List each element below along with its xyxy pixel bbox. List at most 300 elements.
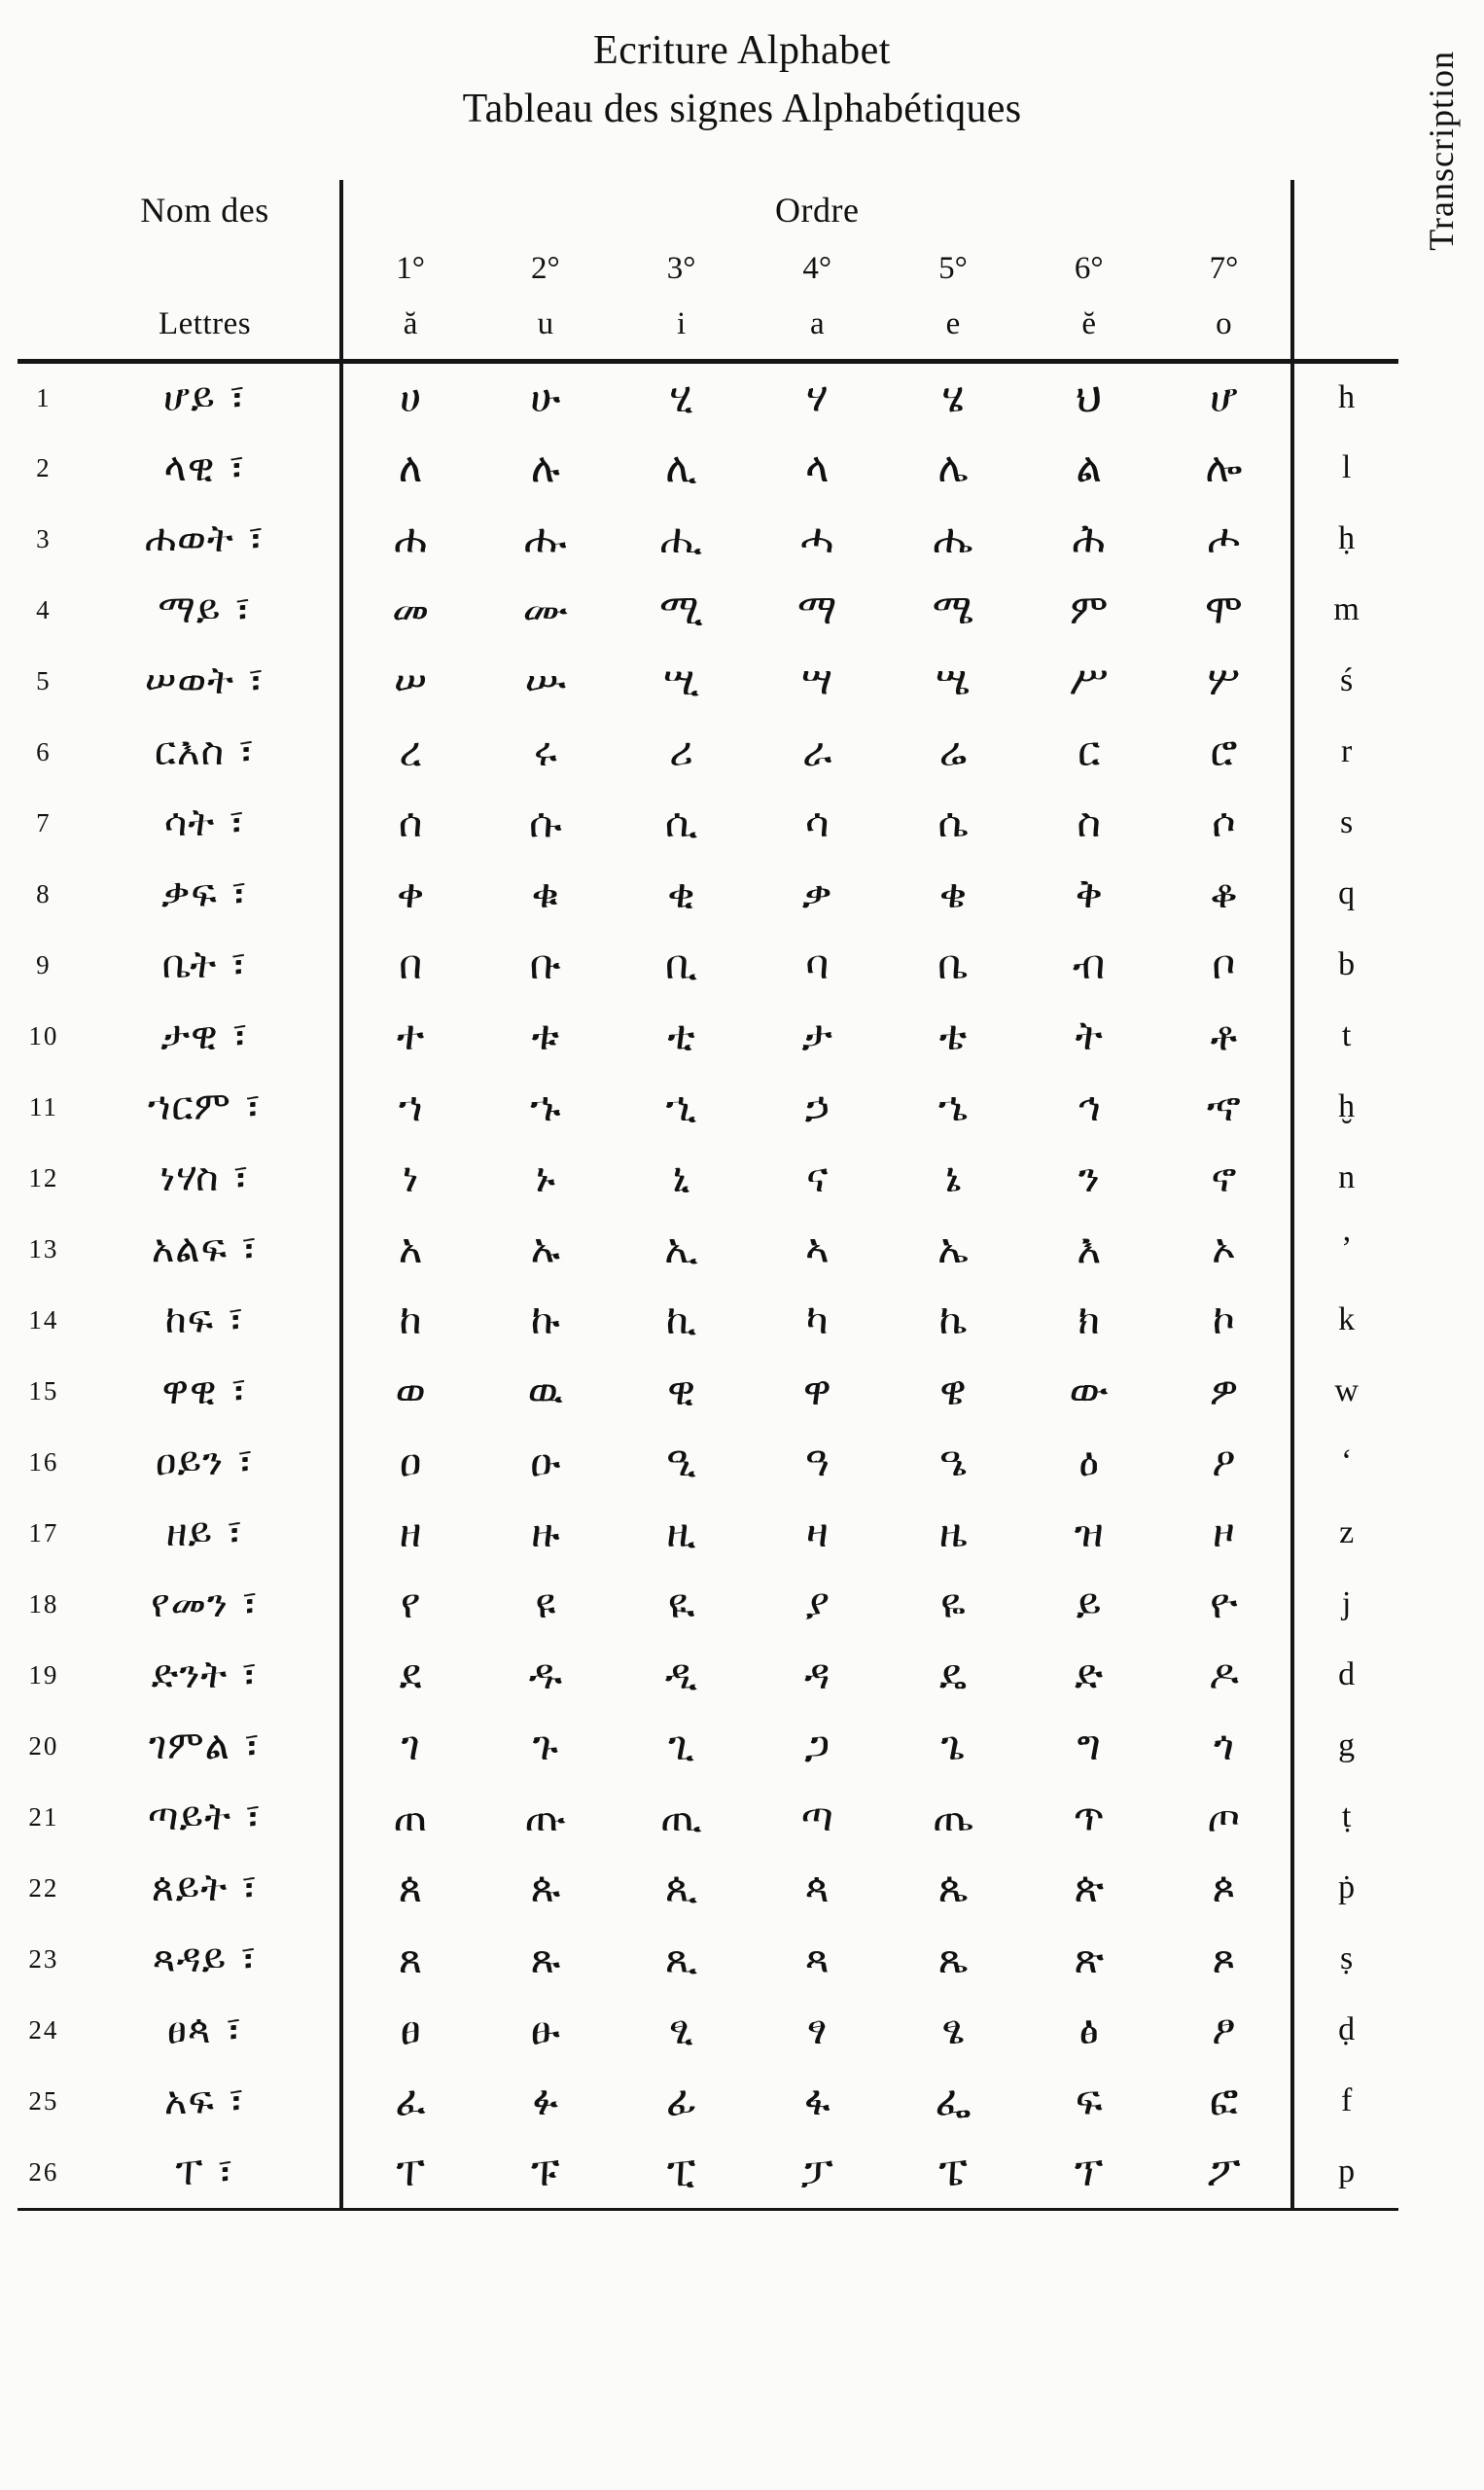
letter-form-3: ቢ: [665, 941, 698, 988]
letter-name: ፀጳ ፣: [166, 2008, 243, 2052]
letter-form-4: ሳ: [804, 799, 830, 846]
letter-form-3: ሚ: [659, 586, 703, 633]
letter-form-6: ው: [1069, 1367, 1109, 1414]
letter-form-2: ቁ: [531, 870, 560, 917]
table-row: [18, 1640, 1398, 1711]
letter-form-7: ሞ: [1157, 575, 1293, 646]
transcription-value: g: [1338, 1727, 1356, 1763]
letter-form-4: ፓ: [800, 2148, 833, 2195]
letter-name: ኀርም ፣: [148, 1085, 263, 1129]
letter-name: ሆይ ፣: [163, 375, 247, 421]
letter-form-5: ጴ: [937, 1864, 969, 1911]
letter-form-1: ደ: [341, 1640, 477, 1711]
letter-name: ሠወት ፣: [144, 658, 265, 703]
letter-form-7: ዎ: [1157, 1356, 1293, 1427]
letter-form-6: ን: [1078, 1154, 1100, 1201]
header-spacer: [18, 180, 70, 240]
letter-form-7: ዶ: [1157, 1640, 1293, 1711]
letter-form-5: ቄ: [938, 870, 968, 917]
transcription-value: ṣ: [1340, 1940, 1354, 1976]
header-transcription-spacer: [1292, 180, 1398, 240]
letter-form-4: ጻ: [804, 1935, 830, 1982]
row-number: 10: [28, 1020, 59, 1050]
letter-form-5: ኔ: [944, 1154, 962, 1201]
letter-form-7: ፆ: [1157, 1995, 1293, 2066]
letter-form-6: ር: [1078, 728, 1101, 775]
letter-form-5: ሔ: [933, 515, 973, 562]
letter-form-6: ይ: [1076, 1580, 1102, 1627]
letter-form-2: ኑ: [535, 1154, 556, 1201]
letter-form-1: ሠ: [341, 646, 477, 717]
letter-form-4: ና: [806, 1154, 829, 1201]
letter-name: ሐወት ፣: [145, 516, 265, 561]
transcription-value: l: [1341, 449, 1352, 485]
letter-form-1: ሀ: [341, 362, 477, 433]
letter-name: ዘይ ፣: [165, 1511, 244, 1555]
letter-form-6: ሕ: [1072, 515, 1106, 562]
table-row: [18, 1356, 1398, 1427]
letter-form-7: ሮ: [1157, 717, 1293, 788]
letter-form-3: ሒ: [659, 515, 703, 562]
header-nom-line2: Lettres: [158, 305, 252, 341]
table-row: [18, 1711, 1398, 1782]
letter-form-5: ኤ: [937, 1225, 969, 1272]
table-row: [18, 2066, 1398, 2137]
letter-form-7: ዖ: [1157, 1427, 1293, 1498]
letter-form-3: ሢ: [663, 657, 700, 704]
letter-form-4: ቃ: [801, 870, 832, 917]
letter-form-2: ፉ: [532, 2077, 559, 2124]
transcription-value: ṗ: [1338, 1869, 1356, 1905]
table-row: [18, 1001, 1398, 1072]
row-number: 7: [36, 807, 52, 837]
order-vowel-2: u: [537, 305, 554, 341]
letter-form-6: እ: [1077, 1225, 1102, 1272]
row-number: 22: [28, 1872, 59, 1903]
letter-form-6: ዕ: [1078, 1438, 1100, 1485]
transcription-value: t: [1341, 1017, 1352, 1053]
letter-form-2: ኁ: [530, 1083, 561, 1130]
letter-form-1: ነ: [341, 1143, 477, 1214]
letter-form-4: ሓ: [800, 515, 834, 562]
letter-form-3: ጺ: [664, 1935, 698, 1982]
letter-form-2: ዉ: [527, 1367, 564, 1414]
table-row: [18, 575, 1398, 646]
row-number: 3: [36, 523, 52, 553]
transcription-value: ṭ: [1341, 1798, 1352, 1834]
row-number: 2: [36, 452, 52, 482]
letter-form-1: በ: [341, 930, 477, 1001]
letter-form-7: ኮ: [1157, 1285, 1293, 1356]
transcription-value: ś: [1340, 662, 1354, 698]
letter-form-6: ብ: [1073, 941, 1106, 988]
row-number: 13: [28, 1233, 59, 1263]
letter-form-7: ቦ: [1157, 930, 1293, 1001]
table-row: [18, 859, 1398, 930]
letter-form-2: ኩ: [530, 1296, 560, 1343]
letter-form-5: ሜ: [932, 586, 974, 633]
row-number: 17: [28, 1517, 59, 1547]
row-number: 14: [28, 1304, 59, 1334]
letter-form-1: ዐ: [341, 1427, 477, 1498]
transcription-value: f: [1340, 2082, 1353, 2118]
row-number: 15: [28, 1375, 59, 1405]
letter-name: ሳት ፣: [163, 800, 246, 845]
letter-name: አፍ ፣: [164, 2079, 246, 2123]
letter-form-1: ኀ: [341, 1072, 477, 1143]
transcription-value: b: [1338, 946, 1356, 982]
letter-form-2: ቱ: [531, 1012, 559, 1059]
letter-form-1: ፈ: [341, 2066, 477, 2137]
letter-form-4: ላ: [805, 444, 830, 491]
letter-name: ዐይን ፣: [155, 1440, 255, 1484]
letter-form-6: ት: [1075, 1012, 1103, 1059]
letter-form-7: ፖ: [1157, 2137, 1293, 2208]
table-row: [18, 362, 1398, 433]
row-number: 18: [28, 1588, 59, 1618]
letter-form-6: ግ: [1077, 1722, 1101, 1769]
row-number: 25: [28, 2085, 59, 2116]
letter-name: ማይ ፣: [158, 587, 252, 632]
letter-form-5: ፌ: [935, 2077, 972, 2124]
letter-form-6: ፍ: [1075, 2077, 1103, 2124]
letter-form-7: ቆ: [1157, 859, 1293, 930]
letter-form-1: ቀ: [341, 859, 477, 930]
row-number: 6: [36, 736, 52, 766]
transcription-value: z: [1339, 1514, 1355, 1550]
letter-form-6: ጵ: [1074, 1864, 1105, 1911]
letter-form-6: ክ: [1078, 1296, 1101, 1343]
letter-form-1: አ: [341, 1214, 477, 1285]
alphabet-table-wrap: [0, 180, 1484, 2211]
letter-form-3: ዪ: [667, 1580, 695, 1627]
letter-form-2: ሩ: [533, 728, 557, 775]
letter-form-7: ቶ: [1157, 1001, 1293, 1072]
letter-form-5: ሄ: [941, 374, 965, 422]
letter-form-2: ቡ: [529, 941, 562, 988]
letter-form-7: ሦ: [1157, 646, 1293, 717]
letter-form-7: ኖ: [1157, 1143, 1293, 1214]
letter-form-5: ዜ: [938, 1509, 968, 1556]
order-vowel-5: e: [945, 305, 961, 341]
letter-form-5: ዬ: [940, 1580, 966, 1627]
letter-form-2: ዙ: [531, 1509, 560, 1556]
letter-form-1: ወ: [341, 1356, 477, 1427]
table-row: [18, 717, 1398, 788]
row-number: 4: [36, 594, 52, 624]
order-vowel-3: i: [676, 305, 687, 341]
order-vowel-4: a: [809, 305, 825, 341]
letter-form-7: ጦ: [1157, 1782, 1293, 1853]
letter-form-1: ዘ: [341, 1498, 477, 1569]
letter-form-3: ሂ: [669, 374, 693, 422]
transcription-value: r: [1340, 733, 1353, 769]
letter-form-2: ሱ: [528, 799, 562, 846]
letter-form-2: ጡ: [524, 1793, 566, 1840]
transcription-value: k: [1338, 1301, 1356, 1337]
letter-form-2: ዱ: [528, 1651, 562, 1698]
order-number-6: 6°: [1074, 250, 1104, 286]
row-number: 16: [28, 1446, 59, 1476]
header-spacer-4: [1292, 240, 1398, 297]
title-block: [0, 0, 1484, 135]
letter-form-1: ጰ: [341, 1853, 477, 1924]
letter-name: ድንት ፣: [151, 1653, 259, 1697]
table-body: [18, 362, 1398, 2208]
letter-form-4: ጋ: [804, 1722, 830, 1769]
letter-form-6: ድ: [1075, 1651, 1104, 1698]
letter-form-7: ሖ: [1157, 504, 1293, 575]
letter-form-4: ያ: [804, 1580, 830, 1627]
letter-form-4: ዓ: [804, 1438, 830, 1485]
table-row: [18, 433, 1398, 504]
letter-name: ገምል ፣: [148, 1724, 262, 1768]
letter-form-3: ቂ: [667, 870, 695, 917]
header-spacer-2: [18, 240, 70, 297]
letter-name: አልፍ ፣: [151, 1227, 259, 1271]
letter-form-3: ፊ: [665, 2077, 697, 2124]
letter-form-1: ለ: [341, 433, 477, 504]
letter-form-4: ታ: [801, 1012, 832, 1059]
letter-name: ርእስ ፣: [154, 729, 256, 774]
row-number: 19: [28, 1659, 59, 1690]
table-row: [18, 1995, 1398, 2066]
table-row: [18, 1072, 1398, 1143]
letter-form-5: ፄ: [941, 2006, 965, 2053]
header-row-top: [18, 180, 1398, 240]
letter-form-7: ፎ: [1157, 2066, 1293, 2137]
table-row: [18, 504, 1398, 575]
transcription-value: s: [1340, 804, 1354, 840]
letter-form-3: ኂ: [665, 1083, 697, 1130]
transcription-value: ḫ: [1338, 1088, 1356, 1124]
order-number-2: 2°: [530, 250, 560, 286]
letter-form-3: ኪ: [665, 1296, 697, 1343]
order-number-1: 1°: [341, 240, 477, 297]
letter-form-2: ጉ: [532, 1722, 558, 1769]
letter-form-3: ጢ: [660, 1793, 702, 1840]
row-number: 5: [36, 665, 52, 695]
letter-form-1: መ: [341, 575, 477, 646]
letter-form-3: ሲ: [664, 799, 698, 846]
header-row-order-numbers: [18, 240, 1398, 297]
letter-name: ታዊ ፣: [160, 1014, 249, 1058]
letter-form-2: ሑ: [524, 515, 567, 562]
letter-form-5: ጼ: [937, 1935, 969, 1982]
letter-form-7: ኆ: [1157, 1072, 1293, 1143]
letter-form-5: ዴ: [938, 1651, 968, 1698]
order-number-4: 4°: [802, 250, 832, 286]
letter-form-1: ፐ: [341, 2137, 477, 2208]
letter-form-5: ሤ: [936, 657, 971, 704]
transcription-value: ‘: [1340, 1443, 1353, 1479]
letter-name: የመን ፣: [151, 1582, 259, 1626]
row-number: 11: [28, 1091, 58, 1121]
letter-form-1: ጸ: [341, 1924, 477, 1995]
letter-form-4: ካ: [805, 1296, 829, 1343]
table-row: [18, 1853, 1398, 1924]
letter-name: ነሃስ ፣: [159, 1156, 250, 1200]
row-number: 21: [28, 1801, 59, 1832]
letter-form-5: ዌ: [939, 1367, 967, 1414]
bottom-rule-cell: [18, 2208, 1398, 2210]
letter-form-1: ጠ: [341, 1782, 477, 1853]
header-nom-line1: Nom des: [140, 191, 269, 230]
letter-form-4: ፃ: [807, 2006, 828, 2053]
order-number-5: 5°: [938, 250, 968, 286]
letter-form-3: ፒ: [666, 2148, 696, 2195]
letter-form-7: ሎ: [1157, 433, 1293, 504]
letter-form-4: ኣ: [804, 1225, 830, 1272]
letter-form-6: ጽ: [1074, 1935, 1105, 1982]
letter-form-4: ባ: [805, 941, 830, 988]
table-row: [18, 1569, 1398, 1640]
letter-name: ላዊ ፣: [163, 445, 246, 490]
letter-form-7: ጎ: [1157, 1711, 1293, 1782]
transcription-value: ḍ: [1338, 2011, 1356, 2047]
letter-form-2: ፁ: [530, 2006, 560, 2053]
page-subtitle: Tableau des signes Alphabétiques: [462, 87, 1022, 132]
order-number-3: 3°: [666, 250, 696, 286]
letter-name: ፐ ፣: [175, 2150, 234, 2194]
letter-form-4: ኃ: [804, 1083, 830, 1130]
letter-form-2: ሁ: [530, 374, 561, 422]
order-vowel-6: ĕ: [1081, 305, 1097, 341]
letter-form-5: ጌ: [940, 1722, 966, 1769]
table-row: [18, 930, 1398, 1001]
letter-form-3: ዲ: [664, 1651, 698, 1698]
letter-form-4: ጳ: [804, 1864, 830, 1911]
letter-form-3: ዚ: [666, 1509, 696, 1556]
transcription-value: ḥ: [1338, 520, 1356, 556]
header-spacer-6: [1292, 297, 1398, 359]
letter-name: ጻዳይ ፣: [152, 1937, 258, 1981]
table-head: [18, 180, 1398, 362]
row-number: 1: [36, 382, 52, 412]
letter-form-6: ም: [1070, 586, 1109, 633]
letter-form-7: ጶ: [1157, 1853, 1293, 1924]
letter-form-2: ዩ: [535, 1580, 556, 1627]
letter-form-5: ፔ: [938, 2148, 968, 2195]
table-row: [18, 1498, 1398, 1569]
row-number: 23: [28, 1943, 59, 1974]
letter-form-3: ኒ: [672, 1154, 690, 1201]
letter-form-2: ሙ: [522, 586, 569, 633]
header-ordre: Ordre: [341, 180, 1292, 240]
bottom-rule: [18, 2208, 1398, 2210]
table-row: [18, 1924, 1398, 1995]
table-row: [18, 1143, 1398, 1214]
transcription-value: j: [1341, 1585, 1352, 1621]
header-row-vowels: [18, 297, 1398, 359]
letter-form-3: ሊ: [665, 444, 697, 491]
letter-form-6: ሥ: [1069, 657, 1109, 704]
letter-form-3: ሪ: [669, 728, 693, 775]
transcription-value: n: [1338, 1159, 1356, 1195]
transcription-column-label-text: Transcription: [1422, 51, 1461, 251]
letter-form-3: ዒ: [666, 1438, 697, 1485]
letter-form-1: ገ: [341, 1711, 477, 1782]
page-title: Ecriture Alphabet: [593, 28, 891, 73]
letter-form-6: ዝ: [1074, 1509, 1104, 1556]
letter-form-7: ዞ: [1157, 1498, 1293, 1569]
order-vowel-7: o: [1157, 297, 1293, 359]
letter-name: ከፍ ፣: [164, 1298, 245, 1342]
letter-form-6: ፅ: [1078, 2006, 1099, 2053]
row-number: 8: [36, 878, 52, 908]
letter-form-1: ከ: [341, 1285, 477, 1356]
transcription-value: ’: [1340, 1230, 1353, 1266]
table-row: [18, 1782, 1398, 1853]
row-number: 12: [28, 1162, 59, 1192]
letter-name: ጣይት ፣: [147, 1795, 263, 1839]
letter-form-4: ሣ: [801, 657, 833, 704]
transcription-value: w: [1334, 1372, 1359, 1408]
transcription-value: d: [1338, 1656, 1356, 1692]
letter-name: ቃፍ ፣: [161, 872, 248, 916]
row-number: 20: [28, 1730, 59, 1761]
letter-form-5: ጤ: [933, 1793, 973, 1840]
letter-form-3: ጊ: [668, 1722, 694, 1769]
letter-form-7: ሶ: [1157, 788, 1293, 859]
letter-form-7: ጾ: [1157, 1924, 1293, 1995]
letter-form-7: ሆ: [1157, 362, 1293, 433]
letter-form-4: ዋ: [802, 1367, 831, 1414]
letter-name: ጰይት ፣: [151, 1866, 259, 1910]
letter-form-6: ስ: [1077, 799, 1102, 846]
order-vowel-1: ă: [341, 297, 477, 359]
letter-form-1: የ: [341, 1569, 477, 1640]
letter-form-5: ኄ: [937, 1083, 969, 1130]
letter-form-2: ጹ: [530, 1935, 561, 1982]
letter-form-1: ረ: [341, 717, 477, 788]
header-spacer-5: [18, 297, 70, 359]
transcription-value: p: [1338, 2153, 1356, 2189]
letter-form-5: ቤ: [937, 941, 969, 988]
letter-form-1: ተ: [341, 1001, 477, 1072]
letter-form-7: ኦ: [1157, 1214, 1293, 1285]
row-number: 24: [28, 2014, 59, 2045]
order-number-7: 7°: [1157, 240, 1293, 297]
letter-form-2: ሡ: [524, 657, 567, 704]
table-foot: [18, 2208, 1398, 2210]
letter-form-2: ሉ: [530, 444, 560, 491]
table-row: [18, 646, 1398, 717]
table-row: [18, 1427, 1398, 1498]
letter-form-2: ፑ: [531, 2148, 560, 2195]
letter-form-2: ጱ: [530, 1864, 561, 1911]
letter-form-4: ራ: [802, 728, 832, 775]
letter-form-3: ጲ: [664, 1864, 698, 1911]
letter-form-3: ፂ: [669, 2006, 693, 2053]
letter-form-4: ሃ: [806, 374, 829, 422]
table-row: [18, 2137, 1398, 2208]
letter-form-1: ሐ: [341, 504, 477, 575]
letter-form-5: ኬ: [938, 1296, 968, 1343]
letter-form-1: ሰ: [341, 788, 477, 859]
alphabet-table: [18, 180, 1398, 2211]
table-row: [18, 788, 1398, 859]
table-row: [18, 1285, 1398, 1356]
letter-name: ቤት ፣: [161, 943, 248, 987]
letter-form-2: ኡ: [530, 1225, 561, 1272]
letter-form-6: ል: [1076, 444, 1103, 491]
letter-form-1: ፀ: [341, 1995, 477, 2066]
letter-form-5: ቴ: [938, 1012, 968, 1059]
transcription-value: h: [1338, 379, 1356, 416]
letter-form-5: ሌ: [937, 444, 969, 491]
letter-form-4: ማ: [797, 586, 837, 633]
